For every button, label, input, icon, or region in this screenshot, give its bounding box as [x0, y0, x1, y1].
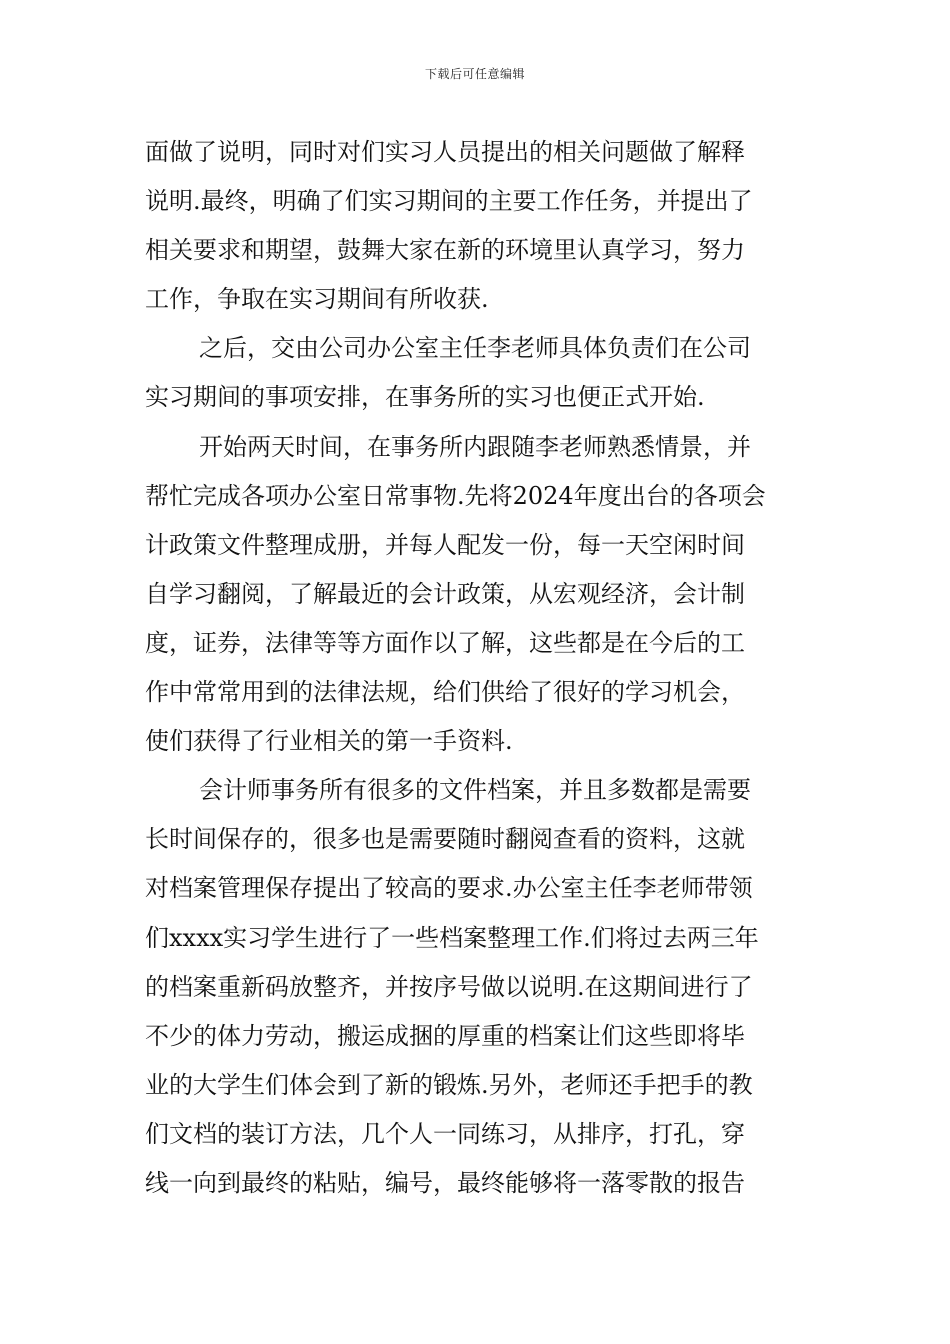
text-line: 们xxxx实习学生进行了一些档案整理工作.们将过去两三年	[145, 923, 759, 952]
text-line: 说明.最终，明确了们实习期间的主要工作任务，并提出了	[145, 187, 753, 216]
body-text	[145, 128, 813, 1208]
paragraph-first-line: 会计师事务所有很多的文件档案，并且多数都是需要	[199, 776, 751, 805]
paragraph-first-line: 开始两天时间，在事务所内跟随李老师熟悉情景，并	[199, 432, 751, 461]
text-line: 相关要求和期望，鼓舞大家在新的环境里认真学习，努力	[145, 236, 745, 265]
text-line: 的档案重新码放整齐，并按序号做以说明.在这期间进行了	[145, 972, 753, 1001]
text-line: 帮忙完成各项办公室日常事物.先将2024年度出台的各项会	[145, 481, 766, 510]
text-line: 作中常常用到的法律法规，给们供给了很好的学习机会，	[145, 678, 745, 707]
text-line: 们文档的装订方法，几个人一同练习，从排序，打孔，穿	[145, 1119, 745, 1148]
text-line: 计政策文件整理成册，并每人配发一份，每一天空闲时间	[145, 530, 745, 559]
page-header: 下载后可任意编辑	[424, 67, 525, 81]
text-line: 使们获得了行业相关的第一手资料.	[145, 727, 513, 756]
text-line: 长时间保存的，很多也是需要随时翻阅查看的资料，这就	[145, 825, 745, 854]
text-line: 度，证券，法律等等方面作以了解，这些都是在今后的工	[145, 628, 745, 657]
text-line: 实习期间的事项安排，在事务所的实习也便正式开始.	[145, 383, 705, 412]
text-line: 对档案管理保存提出了较高的要求.办公室主任李老师带领	[145, 874, 753, 903]
paragraph-first-line: 之后，交由公司办公室主任李老师具体负责们在公司	[199, 334, 751, 363]
text-line: 线一向到最终的粘贴，编号，最终能够将一落零散的报告	[145, 1168, 745, 1197]
text-line: 面做了说明，同时对们实习人员提出的相关问题做了解释	[145, 138, 745, 166]
text-line: 不少的体力劳动，搬运成捆的厚重的档案让们这些即将毕	[145, 1021, 745, 1050]
text-line: 业的大学生们体会到了新的锻炼.另外，老师还手把手的教	[145, 1070, 753, 1099]
text-line: 自学习翻阅，了解最近的会计政策，从宏观经济，会计制	[145, 579, 745, 608]
text-line: 工作，争取在实习期间有所收获.	[145, 285, 489, 314]
